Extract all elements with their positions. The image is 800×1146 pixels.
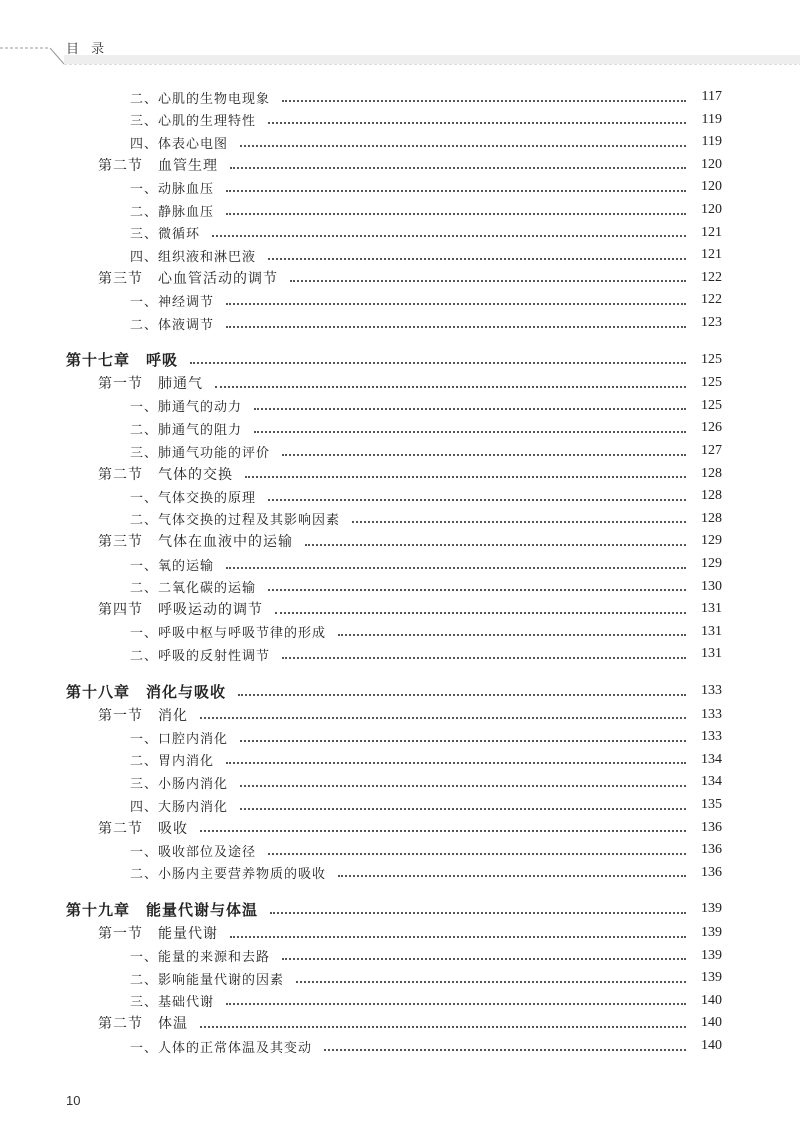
dot-leader — [245, 475, 686, 478]
toc-chapter-row — [0, 680, 800, 702]
toc-item-label: 一、呼吸中枢与呼吸节律的形成 — [130, 626, 327, 642]
toc-item-label: 二、影响能量代谢的因素 — [130, 972, 285, 988]
toc-item-row — [0, 553, 800, 575]
toc-page-number: 123 — [701, 315, 722, 330]
dot-leader — [215, 385, 686, 388]
toc-section-row — [0, 1012, 800, 1034]
dot-leader — [254, 407, 686, 410]
toc-section-label: 第一节 消化 — [98, 707, 188, 724]
toc-item-row — [0, 576, 800, 598]
toc-page-number: 126 — [701, 420, 722, 436]
dot-leader — [268, 121, 686, 124]
toc-item-row — [0, 417, 800, 439]
dot-leader — [226, 302, 686, 305]
toc-item-row — [0, 86, 800, 108]
toc-item-row — [0, 726, 800, 748]
dot-leader — [238, 693, 686, 696]
toc-section-label: 第一节 肺通气 — [98, 376, 203, 393]
toc-item-label: 四、大肠内消化 — [130, 799, 229, 815]
toc-item-row — [0, 176, 800, 198]
toc-item-label: 四、体表心电图 — [130, 136, 229, 152]
toc-page-number: 136 — [701, 819, 722, 835]
toc-page-number: 134 — [701, 774, 722, 790]
dot-leader — [268, 257, 686, 260]
toc-item-label: 二、小肠内主要营养物质的吸收 — [130, 867, 327, 883]
toc-page-number: 135 — [701, 797, 722, 812]
dot-leader — [352, 520, 686, 523]
toc-page-number: 119 — [701, 134, 722, 150]
toc-item-label: 一、吸收部位及途径 — [130, 844, 257, 860]
dot-leader — [240, 739, 686, 742]
toc-item-label: 二、气体交换的过程及其影响因素 — [130, 513, 341, 529]
toc-page-number: 120 — [701, 202, 722, 217]
toc-page-number: 128 — [701, 465, 722, 481]
toc-page-number: 131 — [701, 646, 722, 662]
dot-leader — [324, 1048, 686, 1051]
toc-page-number: 121 — [701, 224, 722, 240]
toc-chapter-row — [0, 349, 800, 371]
dot-leader — [240, 807, 686, 810]
toc-page-number: 125 — [701, 351, 722, 367]
toc-item-label: 一、神经调节 — [130, 294, 215, 310]
toc-section-label: 第三节 心血管活动的调节 — [98, 270, 278, 287]
toc-page-number: 122 — [701, 269, 722, 285]
toc-section-row — [0, 922, 800, 944]
dot-leader — [296, 980, 686, 983]
toc-page-number: 134 — [701, 751, 722, 767]
toc-page-number: 133 — [701, 729, 722, 745]
toc-item-label: 三、微循环 — [130, 227, 201, 243]
toc-item-row — [0, 1035, 800, 1057]
dot-leader — [282, 656, 686, 659]
toc-section-label: 第二节 体温 — [98, 1016, 188, 1033]
toc-page-number: 139 — [701, 901, 722, 917]
toc-chapter-label: 第十九章 能量代谢与体温 — [66, 900, 259, 919]
toc-section-label: 第三节 气体在血液中的运输 — [98, 534, 293, 551]
toc-item-row — [0, 289, 800, 311]
dot-leader — [200, 829, 686, 832]
toc-item-row — [0, 862, 800, 884]
toc-page-number: 121 — [701, 247, 722, 263]
toc-section-row — [0, 372, 800, 394]
toc-item-label: 二、二氧化碳的运输 — [130, 581, 257, 597]
toc-section-row — [0, 463, 800, 485]
dot-leader — [290, 279, 686, 282]
toc-page-number: 122 — [701, 292, 722, 308]
toc-item-row — [0, 621, 800, 643]
dot-leader — [268, 588, 686, 591]
dot-leader — [190, 361, 686, 364]
toc-item-label: 三、心肌的生理特性 — [130, 114, 257, 130]
toc-page-number: 136 — [701, 864, 722, 880]
toc-page-number: 117 — [701, 89, 722, 104]
dot-leader — [282, 99, 686, 102]
toc-page-number: 140 — [701, 1038, 722, 1053]
toc-item-label: 三、小肠内消化 — [130, 776, 229, 792]
toc-item-label: 一、肺通气的动力 — [130, 400, 243, 416]
toc-section-label: 第二节 血管生理 — [98, 157, 218, 174]
toc-page-number: 139 — [701, 970, 722, 986]
toc-item-label: 一、动脉血压 — [130, 181, 215, 197]
toc-item-label: 二、肺通气的阻力 — [130, 422, 243, 438]
toc-item-row — [0, 222, 800, 244]
toc-page-number: 140 — [701, 1015, 722, 1031]
toc-page-number: 129 — [701, 533, 722, 549]
toc-item-label: 一、氧的运输 — [130, 558, 215, 574]
header-rule — [0, 0, 800, 70]
toc-item-row — [0, 244, 800, 266]
toc-item-row — [0, 643, 800, 665]
toc-item-row — [0, 395, 800, 417]
toc-page-number: 139 — [701, 947, 722, 963]
dot-leader — [305, 543, 686, 546]
toc-section-label: 第二节 吸收 — [98, 820, 188, 837]
toc-page-number: 136 — [701, 842, 722, 858]
toc-page-number: 131 — [701, 623, 722, 639]
toc-page-number: 125 — [701, 375, 722, 391]
dot-leader — [268, 852, 686, 855]
dot-leader — [226, 566, 686, 569]
toc-section-row — [0, 817, 800, 839]
dot-leader — [200, 716, 686, 719]
toc-item-row — [0, 508, 800, 530]
toc-item-row — [0, 199, 800, 221]
dot-leader — [275, 611, 686, 614]
toc-item-row — [0, 945, 800, 967]
toc-item-row — [0, 131, 800, 153]
toc-page-number: 131 — [701, 601, 722, 617]
dot-leader — [338, 874, 686, 877]
dot-leader — [254, 430, 686, 433]
toc-item-label: 一、气体交换的原理 — [130, 490, 257, 506]
dot-leader — [338, 633, 686, 636]
toc-section-row — [0, 598, 800, 620]
toc-page-number: 133 — [701, 683, 722, 698]
toc-section-label: 第二节 气体的交换 — [98, 466, 233, 483]
dot-leader — [230, 935, 686, 938]
dot-leader — [226, 325, 686, 328]
toc-item-row — [0, 749, 800, 771]
toc-page-number: 119 — [701, 111, 722, 127]
toc-item-label: 二、体液调节 — [130, 317, 215, 333]
toc-item-row — [0, 967, 800, 989]
dot-leader — [226, 212, 686, 215]
toc-item-row — [0, 990, 800, 1012]
toc-section-label: 第一节 能量代谢 — [98, 926, 218, 942]
toc-chapter-row — [0, 898, 800, 920]
page-number: 10 — [66, 1093, 81, 1108]
dot-leader — [282, 453, 686, 456]
toc-page-number: 130 — [701, 578, 722, 594]
toc-page-number: 129 — [701, 556, 722, 571]
dot-leader — [268, 498, 686, 501]
toc-page-number: 139 — [701, 925, 722, 940]
toc-item-label: 一、能量的来源和去路 — [130, 950, 271, 966]
toc-section-row — [0, 267, 800, 289]
toc-item-label: 二、静脉血压 — [130, 204, 215, 220]
toc-chapter-label: 第十七章 呼吸 — [66, 351, 179, 370]
toc-section-row — [0, 530, 800, 552]
toc-item-row — [0, 312, 800, 334]
dot-leader — [226, 189, 686, 192]
toc-page-number: 140 — [701, 992, 722, 1008]
toc-page-number: 133 — [701, 706, 722, 722]
toc-item-label: 一、人体的正常体温及其变动 — [130, 1040, 313, 1056]
dot-leader — [240, 144, 686, 147]
toc-page-number: 128 — [701, 510, 722, 526]
page-header — [0, 0, 800, 70]
dot-leader — [226, 1002, 686, 1005]
dot-leader — [226, 761, 686, 764]
toc-page-number: 120 — [701, 179, 722, 195]
dot-leader — [230, 166, 686, 169]
toc-chapter-label: 第十八章 消化与吸收 — [66, 682, 227, 701]
toc-item-row — [0, 109, 800, 131]
dot-leader — [282, 957, 686, 960]
toc-section-row — [0, 704, 800, 726]
toc-section-label: 第四节 呼吸运动的调节 — [98, 602, 263, 619]
toc-item-row — [0, 839, 800, 861]
toc-item-label: 二、呼吸的反射性调节 — [130, 648, 271, 664]
toc-page-number: 125 — [701, 397, 722, 413]
toc-item-label: 四、组织液和淋巴液 — [130, 249, 257, 265]
toc-section-row — [0, 154, 800, 176]
dot-leader — [240, 784, 686, 787]
toc-page-number: 127 — [701, 443, 722, 458]
toc-page-number: 120 — [701, 156, 722, 172]
toc-item-label: 一、口腔内消化 — [130, 731, 229, 747]
dot-leader — [212, 234, 686, 237]
toc-page-number: 128 — [701, 488, 722, 504]
toc-item-label: 二、胃内消化 — [130, 754, 215, 770]
page-title: 目 录 — [66, 42, 109, 57]
toc-item-row — [0, 771, 800, 793]
dot-leader — [200, 1025, 686, 1028]
toc-item-row — [0, 794, 800, 816]
dot-leader — [270, 911, 686, 914]
toc-item-label: 三、基础代谢 — [130, 995, 215, 1011]
toc-item-label: 二、心肌的生物电现象 — [130, 91, 271, 107]
toc-item-label: 三、肺通气功能的评价 — [130, 445, 271, 461]
toc-item-row — [0, 485, 800, 507]
toc-item-row — [0, 440, 800, 462]
